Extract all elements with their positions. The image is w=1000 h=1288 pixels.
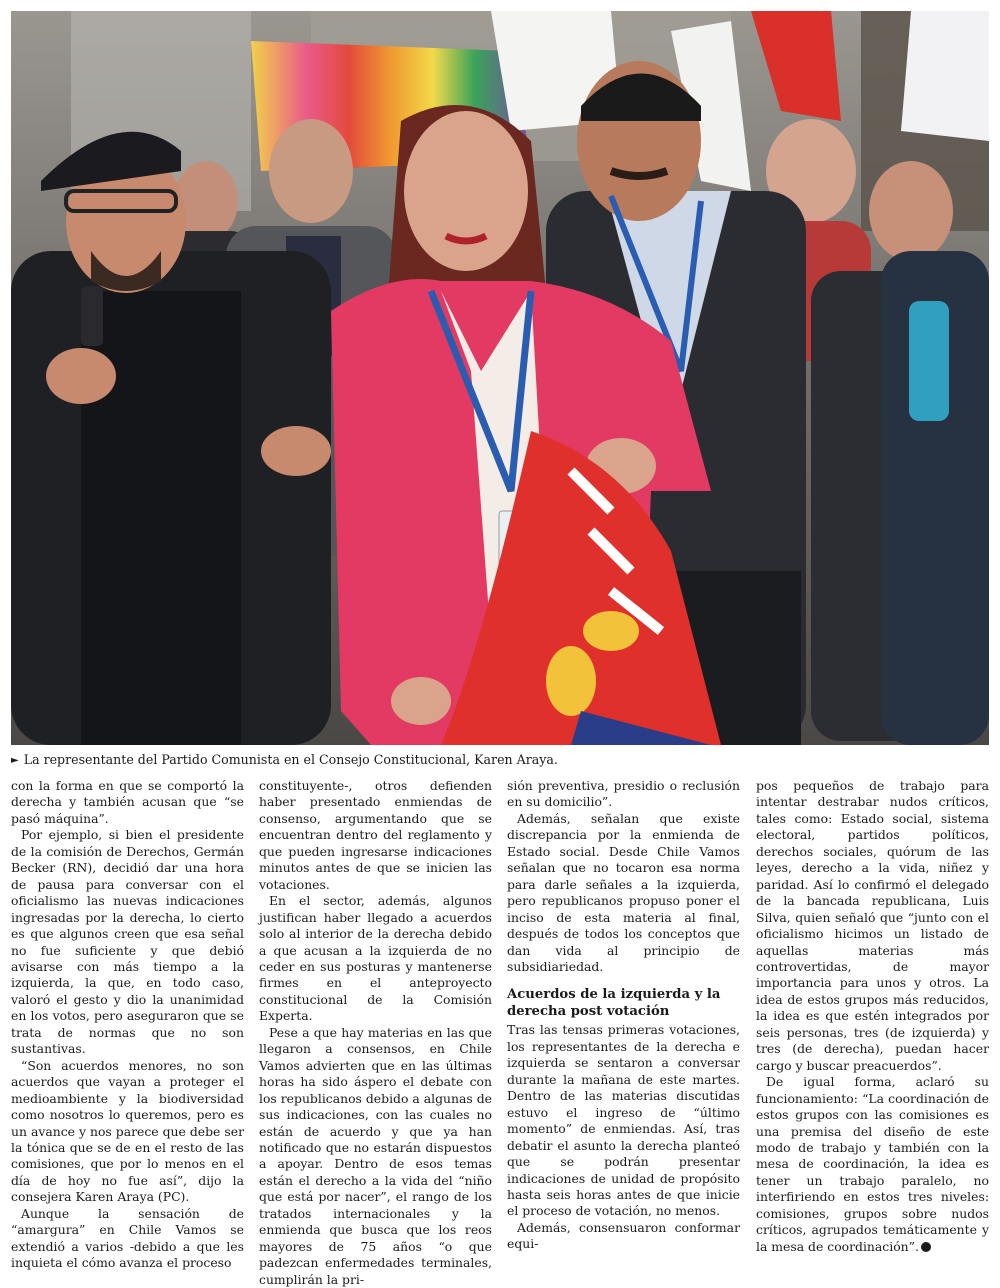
paragraph: Por ejemplo, si bien el presidente de la comisión de Derechos, Germán Becker (RN), decidió dar una hora de pausa para conversar con el oficialismo las nuevas indicaciones ingresadas por la derecha, lo cierto es que algunos creen que esa señal no fue suficiente y que debió avisarse con más tiempo a la izquierda, la que, en todo caso, valoró el gesto y dio la unanimidad en los votos, pero aseguraron que se trata de normas que no son sustantivas. [11,827,244,1057]
paragraph-text: De igual forma, aclaró su funcionamiento: “La coordinación de estos grupos con las comisiones es una premisa del diseño de este modo de trabajo y también con la mesa de coordinación, la idea es tener un trabajo paralelo, no interfiriendo en estos tres niveles: comisiones, grupos sobre nudos críticos, agrupados temáticamente y la mesa de coordinación”. [756,1074,989,1254]
paragraph: Tras las tensas primeras votaciones, los representantes de la derecha e izquierda se sentaron a conversar durante la mañana de este martes. Dentro de las materias discutidas estuvo el ingreso de “último momento” de enmiendas. Así, tras debatir el asunto la derecha planteó que se podrán presentar indicaciones de unidad de propósito hasta seis horas antes de que inicie el proceso de votación, no menos. [507,1022,740,1219]
article-column-4 [756,778,989,1255]
paragraph [756,1074,989,1255]
article-column-3 [507,778,740,1253]
paragraph: pos pequeños de trabajo para intentar destrabar nudos críticos, tales como: Estado social, sistema electoral, partidos políticos, derechos sociales, quórum de las leyes, derecho a la vida, niñez y paridad. Así lo confirmó el delegado de la bancada republicana, Luis Silva, quien señaló que “junto con el oficialismo hicimos un listado de aquellas materias más controvertidas, de mayor importancia para unos y otros. La idea de estos grupos más reducidos, la idea es que estén integrados por seis personas, tres (de izquierda) y tres (de derecha), puedan hacer cargo y buscar preacuerdos”. [756,778,989,1073]
photo-illustration [11,11,989,745]
paragraph: En el sector, además, algunos justifican haber llegado a acuerdos solo al interior de la derecha debido a que acusan a la izquierda de no ceder en sus posturas y mantenerse firmes en el anteproyecto constitucional de la Comisión Experta. [259,893,492,1024]
paragraph: “Son acuerdos menores, no son acuerdos que vayan a proteger el medioambiente y la biodiversidad como nosotros lo queremos, pero es un avance y nos parece que debe ser la tónica que se de en el resto de las comisiones, que por lo menos en el día de hoy no fue así”, dijo la consejera Karen Araya (PC). [11,1057,244,1205]
paragraph: con la forma en que se comportó la derecha y también acusan que “se pasó máquina”. [11,778,244,826]
paragraph: constituyente-, otros defienden haber presentado enmiendas de consenso, argumentando que se encuentran dentro del reglamento y que pueden ingresarse indicaciones minutos antes de que se inicien las votaciones. [259,778,492,892]
paragraph: Aunque la sensación de “amargura” en Chile Vamos se extendió a varios -debido a que les inquieta el cómo avanza el proceso [11,1205,244,1271]
news-photo [11,11,989,745]
paragraph: sión preventiva, presidio o reclusión en su domicilio”. [507,778,740,810]
section-heading: Acuerdos de la izquierda y la derecha post votación [507,987,721,1019]
paragraph: Además, consensuaron conformar equi- [507,1219,740,1252]
article-column-1 [11,778,244,1272]
paragraph: Pese a que hay materias en las que llegaron a consensos, en Chile Vamos advierten que en las últimas horas ha sido áspero el debate con los republicanos debido a algunas de sus indicaciones, con las cuales no están de acuerdo y que ya han notificado que no estarán dispuestos a apoyar. Dentro de esos temas están el derecho a la vida del “niño que está por nacer”, el rango de los tratados internacionales y la enmienda que busca que los reos mayores de 75 años “o que padezcan enfermedades terminales, cumplirán la pri- [259,1024,492,1287]
caption-text: La representante del Partido Comunista en el Consejo Constitucional, Karen Araya. [23,752,558,767]
caption-marker-icon: ► [11,755,19,766]
photo-caption [11,752,989,769]
article-body [11,778,989,1287]
paragraph: Además, señalan que existe discrepancia por la enmienda de Estado social. Desde Chile Vamos señalan que no tocaron esa norma para darle señales a la izquierda, pero republicanos propuso poner el inciso de esta materia al final, después de todos los conceptos que dan vida al principio de subsidiariedad. [507,810,740,974]
article-column-2 [259,778,492,1288]
end-of-article-icon [921,1242,931,1252]
